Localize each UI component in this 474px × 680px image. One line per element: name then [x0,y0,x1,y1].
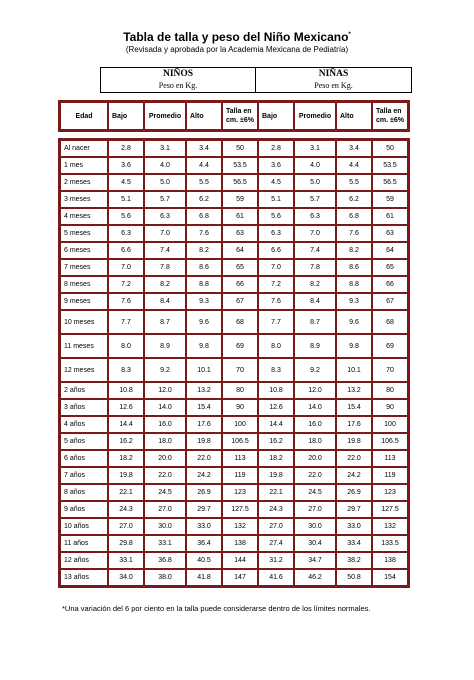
table-row [60,382,408,399]
title-footnote-mark: * [348,32,351,38]
table-cell: 8.6 [186,259,222,276]
table-cell: 12.6 [108,399,144,416]
table-cell: 24.5 [144,484,186,501]
table-cell: 27.0 [294,501,336,518]
table-cell: 5.0 [294,174,336,191]
table-row [60,467,408,484]
table-row [60,225,408,242]
table-cell: 7.6 [336,225,372,242]
table-cell: 15.4 [336,399,372,416]
table-cell: 138 [222,535,258,552]
table-cell: 7.8 [144,259,186,276]
table-cell: 61 [372,208,408,225]
table-cell-edad: 12 meses [60,358,108,382]
table-row [60,191,408,208]
table-cell: 106.5 [372,433,408,450]
growth-data-table [58,138,410,588]
table-cell-edad: 3 meses [60,191,108,208]
table-cell: 5.7 [144,191,186,208]
column-header-table [58,100,410,132]
table-cell: 24.3 [258,501,294,518]
table-cell: 7.0 [144,225,186,242]
table-cell: 123 [222,484,258,501]
table-cell: 18.2 [258,450,294,467]
table-cell: 6.3 [108,225,144,242]
table-cell: 6.6 [258,242,294,259]
table-row [60,416,408,433]
table-cell: 27.0 [144,501,186,518]
table-cell: 34.0 [108,569,144,586]
table-cell: 12.0 [144,382,186,399]
column-header-row [60,102,408,130]
table-cell: 9.3 [336,293,372,310]
table-cell: 67 [222,293,258,310]
table-cell: 33.1 [108,552,144,569]
table-cell: 106.5 [222,433,258,450]
table-cell: 127.5 [372,501,408,518]
table-cell: 27.0 [108,518,144,535]
table-cell: 33.0 [336,518,372,535]
table-cell: 16.2 [258,433,294,450]
table-cell: 90 [222,399,258,416]
table-cell: 53.5 [372,157,408,174]
table-cell: 69 [222,334,258,358]
group-unit-ninas: Peso en Kg. [314,81,353,90]
column-header-edad: Edad [60,102,108,130]
table-cell: 6.3 [258,225,294,242]
table-row [60,552,408,569]
table-cell: 56.5 [222,174,258,191]
table-cell: 24.3 [108,501,144,518]
table-cell: 147 [222,569,258,586]
table-cell: 24.5 [294,484,336,501]
table-cell: 6.2 [186,191,222,208]
table-cell: 10.8 [108,382,144,399]
group-header-ninas [255,67,412,93]
table-cell: 3.1 [144,140,186,157]
table-cell: 29.7 [186,501,222,518]
table-cell: 41.8 [186,569,222,586]
table-cell: 46.2 [294,569,336,586]
table-row [60,433,408,450]
page-title: Tabla de talla y peso del Niño Mexicano* [123,30,351,44]
table-cell: 9.6 [336,310,372,334]
table-cell: 7.4 [144,242,186,259]
table-row [60,399,408,416]
table-cell: 8.2 [186,242,222,259]
table-cell: 8.4 [144,293,186,310]
table-cell: 18.2 [108,450,144,467]
table-cell: 29.8 [108,535,144,552]
table-cell: 123 [372,484,408,501]
table-cell: 12.6 [258,399,294,416]
table-cell: 10.1 [186,358,222,382]
table-cell: 7.0 [294,225,336,242]
table-row [60,535,408,552]
table-cell: 5.6 [108,208,144,225]
table-cell-edad: 7 años [60,467,108,484]
table-cell: 38.0 [144,569,186,586]
table-cell: 22.0 [294,467,336,484]
column-header-talla-ninas: Talla en cm. ±6% [372,102,408,130]
table-cell: 8.8 [336,276,372,293]
table-cell: 64 [222,242,258,259]
table-cell: 7.6 [258,293,294,310]
table-cell: 80 [372,382,408,399]
table-cell: 7.0 [258,259,294,276]
table-cell: 63 [372,225,408,242]
table-cell: 22.0 [144,467,186,484]
table-cell: 3.4 [186,140,222,157]
table-cell: 29.7 [336,501,372,518]
table-cell: 8.6 [336,259,372,276]
table-cell: 9.8 [336,334,372,358]
table-cell: 66 [222,276,258,293]
table-cell: 8.8 [186,276,222,293]
table-cell: 119 [372,467,408,484]
table-cell: 7.4 [294,242,336,259]
table-cell: 9.2 [144,358,186,382]
table-cell: 30.0 [144,518,186,535]
table-cell: 41.6 [258,569,294,586]
table-cell: 56.5 [372,174,408,191]
group-name-ninos: NIÑOS [162,69,194,79]
table-cell: 4.4 [336,157,372,174]
table-cell: 100 [222,416,258,433]
table-cell: 80 [222,382,258,399]
table-cell: 132 [222,518,258,535]
table-cell: 19.8 [258,467,294,484]
table-cell: 53.5 [222,157,258,174]
table-cell: 7.6 [186,225,222,242]
column-header-alto-ninos: Alto [186,102,222,130]
table-row [60,501,408,518]
table-row [60,569,408,586]
table-cell: 19.8 [186,433,222,450]
footnote: *Una variación del 6 por ciento en la talla puede considerarse dentro de los límites normales. [62,604,371,613]
table-cell-edad: 3 años [60,399,108,416]
table-cell: 4.4 [186,157,222,174]
table-cell-edad: 10 meses [60,310,108,334]
table-cell: 12.0 [294,382,336,399]
table-cell: 9.6 [186,310,222,334]
table-cell: 27.4 [258,535,294,552]
table-cell: 8.4 [294,293,336,310]
table-cell-edad: Al nacer [60,140,108,157]
table-cell: 18.0 [294,433,336,450]
table-cell: 127.5 [222,501,258,518]
table-cell: 8.7 [294,310,336,334]
table-cell: 8.2 [294,276,336,293]
table-cell: 8.3 [258,358,294,382]
table-cell: 59 [372,191,408,208]
table-cell: 33.0 [186,518,222,535]
table-cell: 34.7 [294,552,336,569]
table-cell-edad: 6 años [60,450,108,467]
table-cell: 6.3 [294,208,336,225]
table-cell: 36.4 [186,535,222,552]
table-cell: 7.2 [258,276,294,293]
table-cell-edad: 2 años [60,382,108,399]
table-cell: 3.6 [108,157,144,174]
table-cell: 7.8 [294,259,336,276]
table-row [60,450,408,467]
table-cell: 50 [222,140,258,157]
table-cell: 22.1 [258,484,294,501]
table-cell: 14.0 [294,399,336,416]
table-cell: 3.1 [294,140,336,157]
table-cell-edad: 8 años [60,484,108,501]
group-unit-ninos: Peso en Kg. [158,81,198,90]
table-cell: 113 [222,450,258,467]
table-cell: 38.2 [336,552,372,569]
table-cell: 6.8 [336,208,372,225]
table-cell: 67 [372,293,408,310]
table-row [60,157,408,174]
table-cell: 10.1 [336,358,372,382]
table-row [60,518,408,535]
table-cell: 8.0 [108,334,144,358]
table-cell: 68 [372,310,408,334]
table-cell-edad: 9 meses [60,293,108,310]
table-row [60,293,408,310]
column-header-bajo-ninos: Bajo [108,102,144,130]
table-cell: 22.0 [336,450,372,467]
table-cell: 59 [222,191,258,208]
table-cell: 4.0 [294,157,336,174]
table-row [60,140,408,157]
table-cell: 6.2 [336,191,372,208]
table-cell-edad: 10 años [60,518,108,535]
table-cell: 2.8 [108,140,144,157]
table-cell-edad: 1 mes [60,157,108,174]
table-cell: 90 [372,399,408,416]
table-cell: 8.2 [336,242,372,259]
table-cell: 5.1 [108,191,144,208]
table-cell: 65 [222,259,258,276]
table-cell-edad: 8 meses [60,276,108,293]
table-cell: 70 [372,358,408,382]
table-cell: 5.5 [336,174,372,191]
table-cell: 10.8 [258,382,294,399]
table-cell-edad: 12 años [60,552,108,569]
column-header-bajo-ninas: Bajo [258,102,294,130]
table-cell: 16.0 [294,416,336,433]
table-cell: 65 [372,259,408,276]
table-cell: 19.8 [108,467,144,484]
table-cell: 119 [222,467,258,484]
table-cell: 8.9 [144,334,186,358]
table-cell: 30.0 [294,518,336,535]
table-cell: 20.0 [144,450,186,467]
table-cell: 5.7 [294,191,336,208]
table-cell: 69 [372,334,408,358]
table-cell: 33.4 [336,535,372,552]
table-cell: 7.7 [258,310,294,334]
table-cell-edad: 5 años [60,433,108,450]
table-cell: 31.2 [258,552,294,569]
table-cell-edad: 11 meses [60,334,108,358]
table-cell: 9.3 [186,293,222,310]
table-cell: 138 [372,552,408,569]
column-header-alto-ninas: Alto [336,102,372,130]
table-cell-edad: 2 meses [60,174,108,191]
table-cell: 4.5 [258,174,294,191]
table-cell: 61 [222,208,258,225]
table-cell: 13.2 [186,382,222,399]
table-cell: 144 [222,552,258,569]
table-cell: 24.2 [186,467,222,484]
table-cell: 5.5 [186,174,222,191]
page-subtitle: (Revisada y aprobada por la Academia Mexicana de Pediatría) [125,45,349,54]
table-cell: 8.0 [258,334,294,358]
table-cell: 14.4 [108,416,144,433]
table-cell: 17.6 [186,416,222,433]
column-header-promedio-ninos: Promedio [144,102,186,130]
table-cell: 7.6 [108,293,144,310]
table-cell: 20.0 [294,450,336,467]
table-cell: 6.8 [186,208,222,225]
table-cell-edad: 7 meses [60,259,108,276]
table-row [60,174,408,191]
table-cell-edad: 6 meses [60,242,108,259]
table-cell: 9.2 [294,358,336,382]
table-cell: 4.5 [108,174,144,191]
table-cell: 6.6 [108,242,144,259]
table-cell: 22.1 [108,484,144,501]
table-cell: 132 [372,518,408,535]
table-cell: 15.4 [186,399,222,416]
table-cell-edad: 9 años [60,501,108,518]
table-cell: 63 [222,225,258,242]
table-cell: 133.5 [372,535,408,552]
table-cell: 5.1 [258,191,294,208]
group-name-ninas: NIÑAS [318,69,349,79]
table-cell: 5.6 [258,208,294,225]
table-cell-edad: 11 años [60,535,108,552]
table-cell: 17.6 [336,416,372,433]
table-cell: 26.9 [186,484,222,501]
table-row [60,242,408,259]
table-row [60,276,408,293]
table-cell: 18.0 [144,433,186,450]
table-cell: 8.9 [294,334,336,358]
table-cell: 36.8 [144,552,186,569]
table-cell-edad: 13 años [60,569,108,586]
table-cell: 40.5 [186,552,222,569]
table-cell: 30.4 [294,535,336,552]
table-cell: 27.0 [258,518,294,535]
table-row [60,310,408,334]
table-cell-edad: 4 años [60,416,108,433]
table-cell: 19.8 [336,433,372,450]
table-cell: 3.6 [258,157,294,174]
table-cell: 5.0 [144,174,186,191]
table-cell: 66 [372,276,408,293]
table-cell: 2.8 [258,140,294,157]
table-cell: 100 [372,416,408,433]
table-cell: 7.2 [108,276,144,293]
table-cell: 8.2 [144,276,186,293]
column-header-talla-ninos: Talla en cm. ±6% [222,102,258,130]
table-cell: 7.0 [108,259,144,276]
table-cell: 26.9 [336,484,372,501]
table-cell: 24.2 [336,467,372,484]
table-cell: 50.8 [336,569,372,586]
table-cell: 8.7 [144,310,186,334]
column-header-promedio-ninas: Promedio [294,102,336,130]
table-cell: 6.3 [144,208,186,225]
table-row [60,259,408,276]
table-cell: 113 [372,450,408,467]
table-cell: 16.0 [144,416,186,433]
table-cell: 7.7 [108,310,144,334]
table-row [60,484,408,501]
table-cell: 8.3 [108,358,144,382]
table-cell: 70 [222,358,258,382]
table-cell: 4.0 [144,157,186,174]
table-cell: 50 [372,140,408,157]
table-cell: 33.1 [144,535,186,552]
table-cell: 68 [222,310,258,334]
table-row [60,334,408,358]
table-cell-edad: 5 meses [60,225,108,242]
table-cell: 13.2 [336,382,372,399]
table-row [60,358,408,382]
table-cell-edad: 4 meses [60,208,108,225]
group-header-ninos [100,67,256,93]
table-cell: 22.0 [186,450,222,467]
table-cell: 9.8 [186,334,222,358]
table-cell: 16.2 [108,433,144,450]
table-cell: 154 [372,569,408,586]
table-cell: 64 [372,242,408,259]
table-cell: 3.4 [336,140,372,157]
table-cell: 14.4 [258,416,294,433]
table-row [60,208,408,225]
table-cell: 14.0 [144,399,186,416]
